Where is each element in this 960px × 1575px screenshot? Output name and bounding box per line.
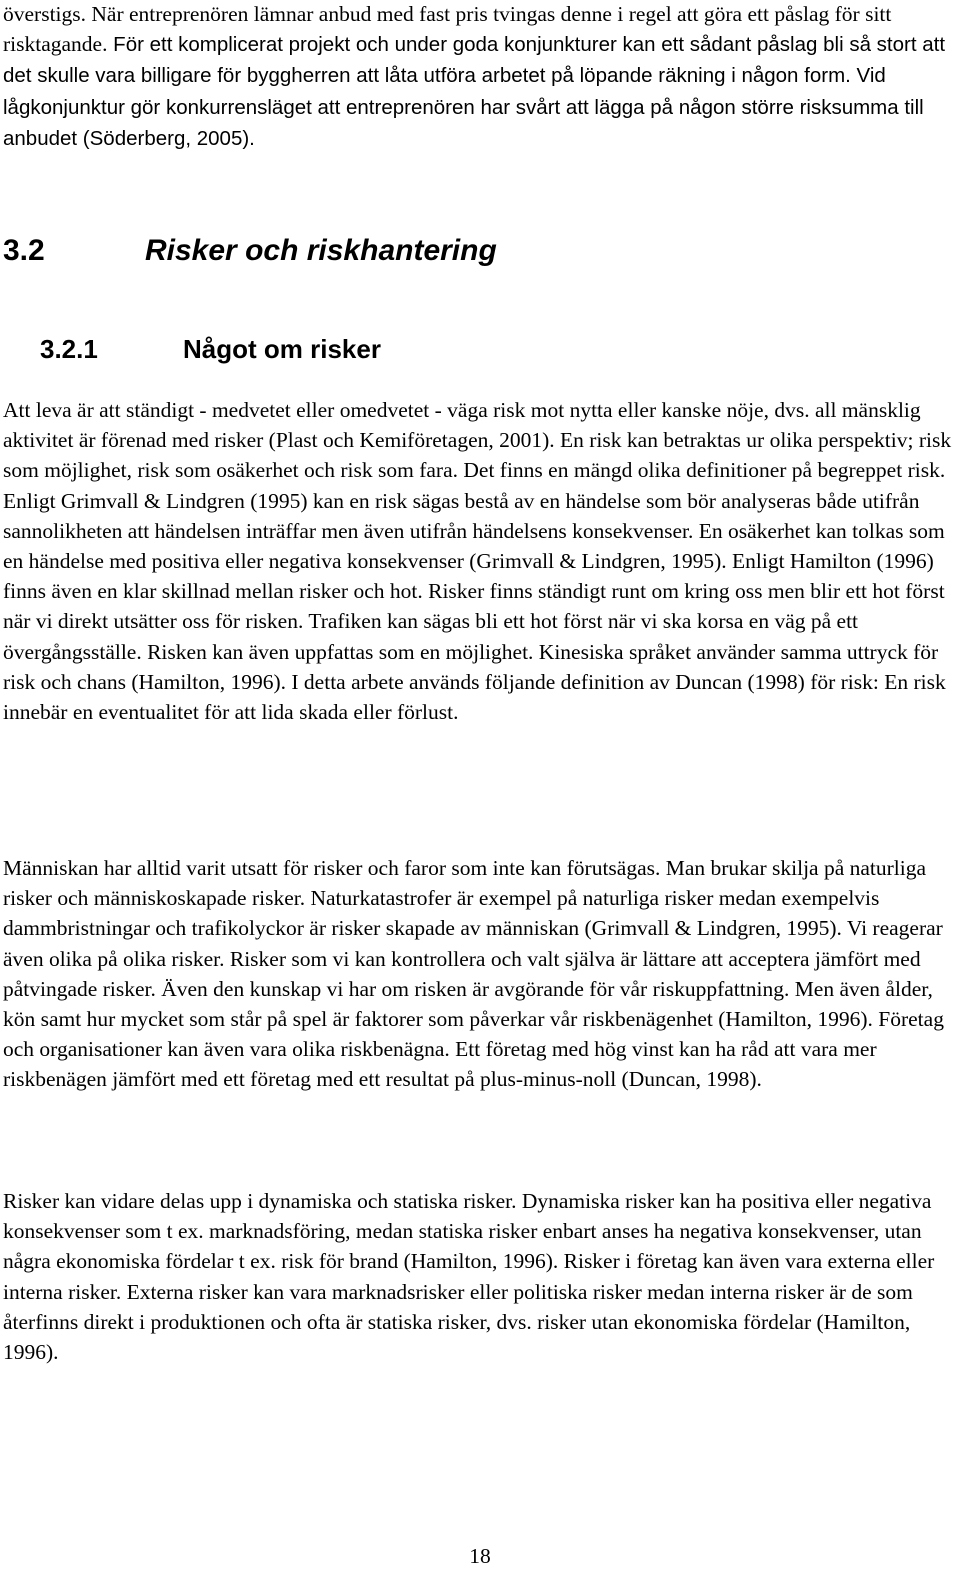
subsection-heading	[40, 332, 381, 366]
subsection-number: 3.2.1	[40, 334, 98, 364]
section-heading	[3, 232, 497, 270]
body-paragraph-3: Risker kan vidare delas upp i dynamiska och statiska risker. Dynamiska risker kan ha positiva eller negativa konsekvenser som t ex. marknadsföring, medan statiska risker enbart anses ha negativa konsekvenser, utan några ekonomiska fördelar t ex. risk för brand (Hamilton, 1996). Risker i företag kan även vara externa eller interna risker. Externa risker kan vara marknadsrisker eller politiska risker medan interna risker är de som återfinns direkt i produktionen och ofta är statiska risker, dvs. risker utan ekonomiska fördelar (Hamilton, 1996).	[3, 1189, 935, 1365]
intro-paragraph	[3, 0, 953, 154]
section-title: Risker och riskhantering	[145, 234, 497, 267]
intro-serif-text: överstigs. När entreprenören lämnar anbud med fast pris tvingas denne i regel att göra ett påslag för sitt risktagande.	[3, 2, 892, 57]
page-number: 18	[469, 1544, 491, 1568]
subsection-title: Något om risker	[183, 334, 381, 364]
intro-sans-text: För ett komplicerat projekt och under goda konjunkturer kan ett sådant påslag bli så stort att det skulle vara billigare för byggherren att låta utföra arbetet på löpande räkning i någon form. Vid lågkonjunktur gör konkurrensläget att entreprenören har svårt att lägga på någon större risksumma till anbudet (Söderberg, 2005).	[3, 33, 946, 150]
body-paragraph-1: Att leva är att ständigt - medvetet eller omedvetet - väga risk mot nytta eller kanske nöje, dvs. all mänsklig aktivitet är förenad med risker (Plast och Kemiföretagen, 2001). En risk kan betraktas ur olika perspektiv; risk som möjlighet, risk som osäkerhet och risk som fara. Det finns en mängd olika definitioner på begreppet risk. Enligt Grimvall & Lindgren (1995) kan en risk sägas bestå av en händelse som bör analyseras både utifrån sannolikheten att händelsen inträffar men även utifrån händelsens konsekvenser. En osäkerhet kan tolkas som en händelse med positiva eller negativa konsekvenser (Grimvall & Lindgren, 1995). Enligt Hamilton (1996) finns även en klar skillnad mellan risker och hot. Risker finns ständigt runt om kring oss men blir ett hot först när vi direkt utsätter oss för risken. Trafiken kan sägas bli ett hot först när vi ska korsa en väg på ett övergångsställe. Risken kan även uppfattas som en möjlighet. Kinesiska språket använder samma uttryck för risk och chans (Hamilton, 1996). I detta arbete används följande definition av Duncan (1998) för risk: En risk innebär en eventualitet för att lida skada eller förlust.	[3, 398, 952, 725]
section-number: 3.2	[3, 234, 45, 267]
body-paragraph-2: Människan har alltid varit utsatt för risker och faror som inte kan förutsägas. Man brukar skilja på naturliga risker och människoskapade risker. Naturkatastrofer är exempel på naturliga risker medan exempelvis dammbristningar och trafikolyckor är risker skapade av människan (Grimvall & Lindgren, 1995). Vi reagerar även olika på olika risker. Risker som vi kan kontrollera och valt själva är lättare att acceptera jämfört med påtvingade risker. Även den kunskap vi har om risken är avgörande för vår riskuppfattning. Men även ålder, kön samt hur mycket som står på spel är faktorer som påverkar vår riskbenägenhet (Hamilton, 1996). Företag och organisationer kan även vara olika riskbenägna. Ett företag med hög vinst kan ha råd att vara mer riskbenägen jämfört med ett företag med ett resultat på plus-minus-noll (Duncan, 1998).	[3, 856, 944, 1092]
